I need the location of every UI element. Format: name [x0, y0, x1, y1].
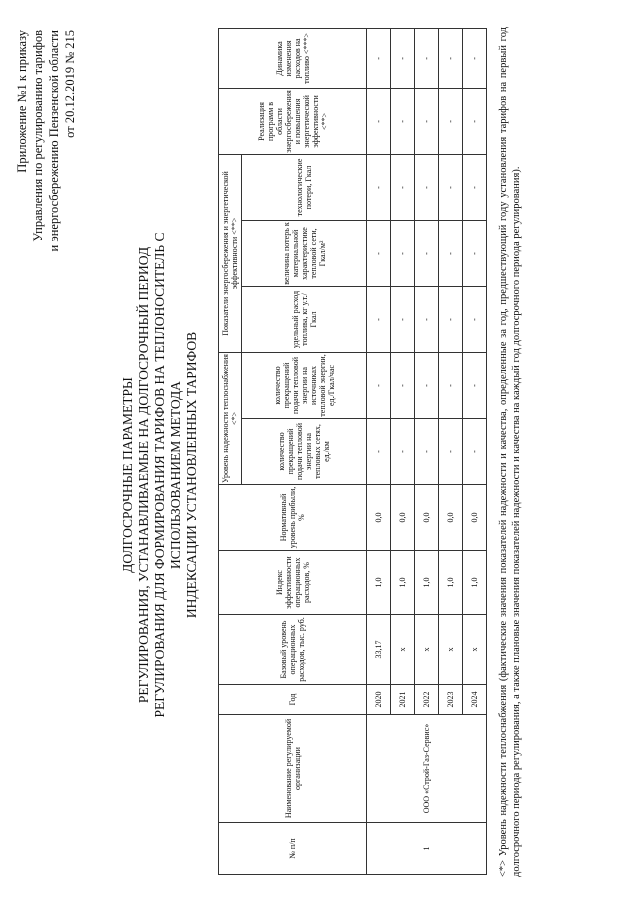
cell-program: - [367, 88, 391, 154]
title-line: ДОЛГОСРОЧНЫЕ ПАРАМЕТРЫ [120, 377, 135, 573]
header-program: Реализация программ в области энергосбережения и повышения энергетической эффективности <**> [219, 88, 367, 154]
title-line: ИНДЕКСАЦИИ УСТАНОВЛЕННЫХ ТАРИФОВ [184, 331, 199, 619]
header-org: Наименование регулируемой организации [219, 715, 367, 823]
cell-base: x [439, 615, 463, 685]
cell-rel-1: - [367, 419, 391, 485]
cell-en-3: - [367, 154, 391, 220]
cell-program: - [415, 88, 439, 154]
title-line: РЕГУЛИРОВАНИЯ ДЛЯ ФОРМИРОВАНИЯ ТАРИФОВ НА ТЕПЛОНОСИТЕЛЬ С ИСПОЛЬЗОВАНИЕМ МЕТОДА [152, 232, 183, 718]
appendix-line: Управления по регулированию тарифов [31, 30, 45, 242]
cell-program: - [439, 88, 463, 154]
appendix-line: Приложение №1 к приказу [15, 30, 29, 173]
cell-rel-1: - [439, 419, 463, 485]
header-year: Год [219, 685, 367, 715]
header-energy: Показатели энергосбережения и энергетической эффективности <**> [219, 154, 242, 352]
cell-year: 2024 [463, 685, 487, 715]
org-name: ООО «Строй-Газ-Сервис» [367, 715, 487, 823]
cell-profit: 0,0 [463, 485, 487, 551]
cell-program: - [391, 88, 415, 154]
cell-rel-2: - [463, 352, 487, 418]
cell-en-3: - [439, 154, 463, 220]
cell-dynamics: - [367, 28, 391, 88]
footnote: <*> Уровень надежности теплоснабжения (фактические значения показателей надежности и качества, определенные за год, предшествующий году установления тарифов на первый год долгосрочного периода регулирования, а также плановые значения показателей надежности и качества на каждый год долгосрочного периода регулирования). [498, 27, 522, 877]
cell-rel-1: - [391, 419, 415, 485]
cell-en-2: - [391, 220, 415, 286]
cell-en-1: - [439, 286, 463, 352]
subheader-rel-2: количество прекращений подачи тепловой энергии на источниках тепловой энергии, ед./Гкал/час [242, 352, 367, 418]
document-title [120, 195, 200, 755]
cell-rel-1: - [415, 419, 439, 485]
cell-en-2: - [415, 220, 439, 286]
cell-en-3: - [391, 154, 415, 220]
cell-rel-2: - [391, 352, 415, 418]
cell-rel-2: - [439, 352, 463, 418]
title-line: РЕГУЛИРОВАНИЯ, УСТАНАВЛИВАЕМЫЕ НА ДОЛГОСРОЧНЫЙ ПЕРИОД [136, 246, 151, 704]
subheader-en-1: удельный расход топлива, кг у.т./Гкал [242, 286, 367, 352]
cell-year: 2021 [391, 685, 415, 715]
cell-profit: 0,0 [367, 485, 391, 551]
cell-en-1: - [367, 286, 391, 352]
cell-index: 1,0 [439, 551, 463, 615]
cell-dynamics: - [463, 28, 487, 88]
cell-index: 1,0 [367, 551, 391, 615]
cell-rel-2: - [415, 352, 439, 418]
cell-dynamics: - [391, 28, 415, 88]
header-reliability: Уровень надежности теплоснабжения <*> [219, 352, 242, 484]
row-number: 1 [367, 823, 487, 875]
cell-rel-2: - [367, 352, 391, 418]
subheader-en-3: технологические потери, Гкал [242, 154, 367, 220]
cell-year: 2023 [439, 685, 463, 715]
cell-en-2: - [463, 220, 487, 286]
parameters-table [218, 28, 487, 875]
cell-program: - [463, 88, 487, 154]
cell-en-1: - [391, 286, 415, 352]
cell-en-3: - [463, 154, 487, 220]
header-profit: Нормативный уровень прибыли, % [219, 485, 367, 551]
header-base: Базовый уровень операционных расходов, тыс. руб. [219, 615, 367, 685]
cell-index: 1,0 [415, 551, 439, 615]
header-index: Индекс эффективности операционных расходов, % [219, 551, 367, 615]
cell-en-1: - [415, 286, 439, 352]
appendix-line: от 20.12.2019 № 215 [63, 30, 77, 138]
cell-dynamics: - [415, 28, 439, 88]
cell-index: 1,0 [463, 551, 487, 615]
appendix-block [14, 30, 78, 251]
header-row [219, 28, 242, 874]
cell-dynamics: - [439, 28, 463, 88]
cell-en-2: - [367, 220, 391, 286]
cell-base: x [391, 615, 415, 685]
cell-en-1: - [463, 286, 487, 352]
cell-profit: 0,0 [415, 485, 439, 551]
cell-year: 2020 [367, 685, 391, 715]
subheader-en-2: величина потерь к материальной характеристике тепловой сети, Гкал/м² [242, 220, 367, 286]
cell-year: 2022 [415, 685, 439, 715]
cell-base: x [415, 615, 439, 685]
header-dynamics: Динамика изменения расходов на топливо <***> [219, 28, 367, 88]
cell-base: x [463, 615, 487, 685]
cell-profit: 0,0 [439, 485, 463, 551]
table-row [367, 28, 391, 874]
cell-en-2: - [439, 220, 463, 286]
subheader-rel-1: количество прекращений подачи тепловой энергии на тепловых сетях, ед./км [242, 419, 367, 485]
cell-rel-1: - [463, 419, 487, 485]
appendix-line: и энергосбережению Пензенской области [47, 30, 61, 252]
cell-profit: 0,0 [391, 485, 415, 551]
cell-base: 33,17 [367, 615, 391, 685]
cell-index: 1,0 [391, 551, 415, 615]
cell-en-3: - [415, 154, 439, 220]
header-num: № п/п [219, 823, 367, 875]
